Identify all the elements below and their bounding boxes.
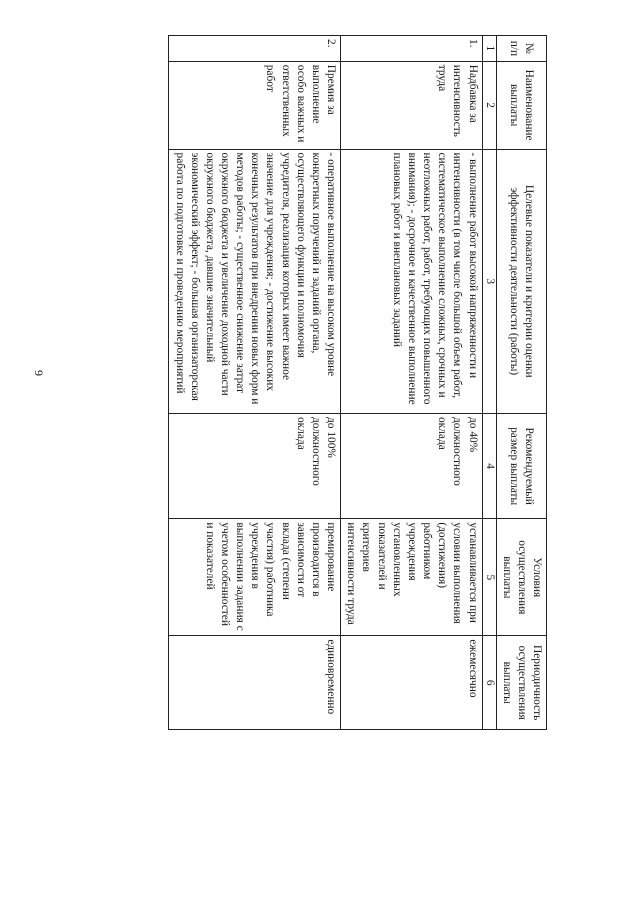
payment-conditions: устанавливается при условии выполнения (достижения) работником учреждения установленных показателей и критериев интенсивности труда <box>341 519 482 636</box>
payment-size: до 100% должностного оклада <box>169 413 341 518</box>
column-number: 5 <box>482 519 496 636</box>
row-number: 2. <box>169 36 341 62</box>
row-number: 1. <box>341 36 482 62</box>
payment-periodicity: единовременно <box>169 636 341 730</box>
column-number: 6 <box>482 636 496 730</box>
payment-table <box>168 35 547 730</box>
payment-periodicity: ежемесячно <box>341 636 482 730</box>
column-number: 2 <box>482 61 496 149</box>
header-criteria: Целевые показатели и критерии оценки эффективности деятельности (работы) <box>496 149 546 413</box>
payment-name: Премия за выполнение особо важных и ответственных работ <box>169 61 341 149</box>
payment-name: Надбавка за интенсивность труда <box>341 61 482 149</box>
table-header-row <box>496 36 546 730</box>
column-number-row <box>482 36 496 730</box>
payment-criteria: - оперативное выполнение на высоком уровне конкретных поручений и заданий органа, осуществляющего функции и полномочия учредителя, реализация которых имеет важное значение для учреждения; - достижение высоких конечных результатов при внедрении новых форм и методов работы; - существенное снижение затрат окружного бюджета и увеличение доходной части окружного бюджета, давшие значительный экономический эффект; - большая организаторская работа по подготовке и проведению мероприятий <box>169 149 341 413</box>
payment-criteria: - выполнение работ высокой напряженности и интенсивности (в том числе большой объем работ, систематическое выполнение сложных, срочных и неотложных работ, работ, требующих повышенного внимания); - досрочное и качественное выполнение плановых работ и внеплановых заданий <box>341 149 482 413</box>
page-number: 9 <box>32 370 46 376</box>
payment-size: до 40% должностного оклада <box>341 413 482 518</box>
header-size: Рекомендуемый размер выплаты <box>496 413 546 518</box>
header-conditions: Условия осуществления выплаты <box>496 519 546 636</box>
table-row <box>341 36 482 730</box>
header-periodicity: Периодичность осуществления выплаты <box>496 636 546 730</box>
header-number: № п/п <box>496 36 546 62</box>
payment-table-container <box>92 35 547 730</box>
column-number: 1 <box>482 36 496 62</box>
column-number: 4 <box>482 413 496 518</box>
header-payment-name: Наименование выплаты <box>496 61 546 149</box>
table-row <box>169 36 341 730</box>
payment-conditions: премирование производится в зависимости от вклада (степени участия) работника учреждения в выполнении задания с учетом особенностей и показателей <box>169 519 341 636</box>
column-number: 3 <box>482 149 496 413</box>
